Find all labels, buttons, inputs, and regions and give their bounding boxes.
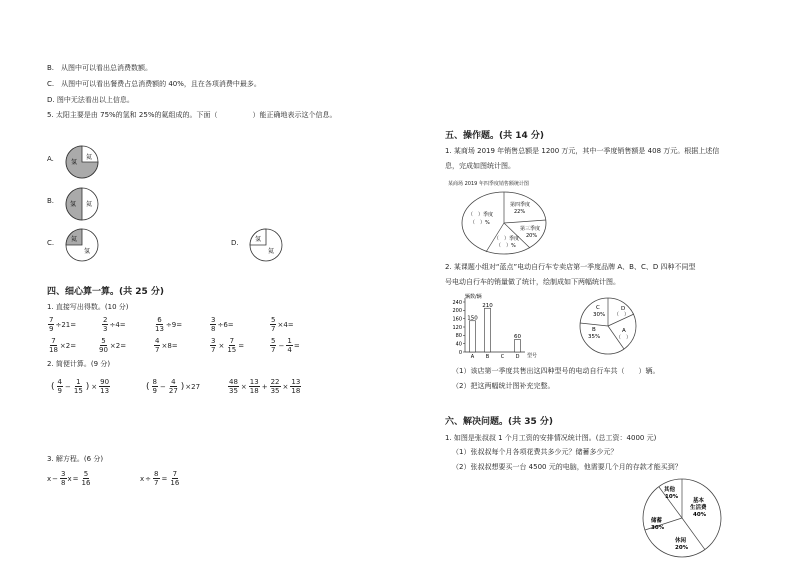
- pie3-save-p: 30%: [651, 525, 665, 531]
- problem-1-sub1: （1）张叔叔每个月各项花费共多少元？储蓄多少元？: [452, 448, 618, 456]
- calc-r2c4: $\frac{3}{7}$ × $\frac{7}{15}$ =: [211, 337, 245, 354]
- bar-chart-sales: [447, 290, 557, 360]
- bar-B: [485, 308, 491, 352]
- op-q2-sub1: （1）该店第一季度共售出这四种型号的电动自行车共（ ）辆。: [452, 367, 660, 375]
- pie-option-c: [64, 227, 100, 263]
- bar-chart-xlabel: 型号: [527, 353, 538, 359]
- question-5: 5. 太阳主要是由 75%的氢和 25%的氦组成的。下面（ ）能正确地表示这个信息。: [47, 111, 337, 119]
- op-q2-line1: 2. 某课题小组对“蓝点”电动自行车专卖店第一季度品牌 A、B、C、D 四种不同型: [445, 263, 696, 271]
- option-c: C. 从图中可以看出餐费占总消费额的 40%，且在各项消费中最多。: [47, 80, 261, 88]
- bar-D: [515, 340, 521, 353]
- pie-salary: [640, 476, 724, 560]
- bar-y-tick-label-4: 160: [452, 316, 462, 323]
- pie2-a-blank: （ ）: [616, 335, 632, 341]
- pie1-q3p: 20%: [526, 233, 538, 239]
- pie-c-h: 氢: [84, 248, 91, 255]
- simplify-3: $\frac{48}{35}$ × $\frac{13}{18}$ + $\frac{22}{35}$ × $\frac{13}{18}$: [229, 378, 301, 395]
- q5-option-a: A.: [47, 155, 54, 163]
- op-q2-sub2: （2）把这两幅统计图补充完整。: [452, 382, 555, 390]
- bar-value-label-A: 150: [467, 315, 478, 322]
- simplify-2: ( $\frac{8}{9}$ − $\frac{4}{27}$ ) ×27: [146, 378, 201, 395]
- calc-r1c4: $\frac{3}{8}$ ÷6=: [211, 316, 234, 333]
- pie1-q2p: （ ）%: [496, 243, 516, 249]
- equation-2: x ÷ $\frac{8}{7}$ = $\frac{7}{16}$: [140, 470, 180, 487]
- question-4-1: 1. 直接写出得数。(10 分): [47, 303, 129, 311]
- op-q2-line2: 号电动自行车的销量做了统计，绘制成如下两幅统计图。: [445, 278, 620, 286]
- problem-1: 1. 如图是张叔叔 1 个月工资的安排情况统计图。(总工资：4000 元): [445, 434, 657, 442]
- q5-option-b: B.: [47, 197, 55, 205]
- calc-r1c5: $\frac{5}{7}$ ×4=: [271, 316, 294, 333]
- pie-quarter-sales: [458, 190, 550, 256]
- bar-y-tick-label-6: 240: [452, 299, 462, 306]
- bar-value-label-D: 60: [514, 334, 521, 340]
- calc-r2c1: $\frac{7}{18}$ ×2=: [49, 337, 77, 354]
- pie2-b-p: 35%: [588, 334, 601, 340]
- section-4-title: 四、细心算一算。(共 25 分): [47, 287, 165, 297]
- pie-brand-share: [578, 296, 638, 356]
- pie-d-he: 氦: [268, 248, 275, 255]
- pie1-q2: （ ）季度: [494, 236, 520, 242]
- pie-option-b: [64, 186, 100, 222]
- op-q1-line2: 息，完成如图统计图。: [445, 162, 515, 170]
- pie3-save: 储蓄: [651, 518, 663, 524]
- calc-r2c5: $\frac{5}{7}$ − $\frac{1}{4}$ =: [271, 337, 300, 354]
- bar-chart-ylabel: 辆数/辆: [465, 294, 482, 300]
- pie-d-h: 氢: [255, 236, 262, 243]
- question-4-2: 2. 简便计算。(9 分): [47, 360, 111, 368]
- equation-1: x − $\frac{3}{8}$ x = $\frac{5}{16}$: [47, 470, 91, 487]
- bar-y-tick-label-5: 200: [452, 308, 462, 315]
- bar-y-tick-label-0: 0: [458, 349, 462, 356]
- pie2-c: C: [596, 305, 600, 311]
- section-6-title: 六、解决问题。(共 35 分): [445, 417, 554, 427]
- pie3-basic-1: 基本: [693, 498, 705, 504]
- option-b: B. 从图中可以看出总消费数额。: [47, 64, 153, 72]
- pie3-leisure-p: 20%: [675, 545, 689, 551]
- calc-r1c3: $\frac{6}{13}$ ÷9=: [155, 316, 183, 333]
- bar-value-label-B: 210: [482, 302, 493, 309]
- pie2-d-blank: （ ）: [614, 312, 630, 318]
- pie-b-h: 氢: [70, 201, 77, 208]
- pie1-q1p: （ ）%: [470, 220, 490, 226]
- q5-option-d: D.: [231, 239, 239, 247]
- pie3-basic-2: 生活费: [690, 505, 707, 511]
- question-4-3: 3. 解方程。(6 分): [47, 455, 104, 463]
- pie-b-he: 氦: [86, 201, 93, 208]
- problem-1-sub2: （2）张叔叔想要买一台 4500 元的电脑，他需要几个月的存款才能买到？: [452, 463, 682, 471]
- calc-r2c2: $\frac{5}{90}$ ×2=: [99, 337, 127, 354]
- pie2-d: D: [621, 306, 626, 312]
- pie3-basic-p: 40%: [693, 512, 707, 518]
- calc-r1c1: $\frac{7}{9}$ ÷21=: [49, 316, 77, 333]
- option-d: D. 图中无法看出以上信息。: [47, 96, 134, 104]
- pie3-leisure: 休闲: [675, 538, 687, 544]
- section-5-title: 五、操作题。(共 14 分): [445, 131, 545, 141]
- pie2-a: A: [622, 328, 626, 334]
- pie1-q4: 第四季度: [510, 202, 531, 208]
- op-q1-line1: 1. 某商场 2019 年销售总额是 1200 万元，其中一季度销售额是 408 万元。根据上述信: [445, 147, 720, 155]
- calc-r2c3: $\frac{4}{7}$ ×8=: [155, 337, 178, 354]
- pie1-q3: 第三季度: [520, 226, 541, 232]
- bar-A: [470, 321, 476, 352]
- bar-y-tick-label-1: 40: [455, 341, 462, 348]
- pie2-c-p: 30%: [593, 312, 606, 318]
- simplify-1: ( $\frac{4}{9}$ − $\frac{1}{15}$ ) × $\frac{90}{13}$: [51, 378, 110, 395]
- pie-a-he: 氦: [86, 154, 93, 161]
- q5-option-c: C.: [47, 239, 55, 247]
- pie1-title: 某商场 2019 年四季度销售额统计图: [448, 181, 529, 187]
- pie1-q4p: 22%: [514, 209, 526, 215]
- bar-y-tick-label-2: 80: [455, 333, 462, 340]
- bar-cat-label-C: C: [500, 354, 505, 360]
- bar-cat-label-A: A: [470, 354, 475, 360]
- pie2-b: B: [592, 327, 596, 333]
- pie3-other-p: 10%: [665, 494, 679, 500]
- pie3-other: 其他: [664, 487, 676, 493]
- pie-a-h: 氢: [71, 159, 78, 166]
- calc-r1c2: $\frac{2}{3}$ ÷4=: [103, 316, 126, 333]
- pie-option-a: [64, 144, 100, 180]
- bar-cat-label-B: B: [485, 354, 490, 360]
- pie1-q1: （ ）季度: [468, 212, 494, 218]
- bar-y-tick-label-3: 120: [452, 324, 462, 331]
- pie-c-he: 氦: [71, 236, 78, 243]
- bar-cat-label-D: D: [515, 354, 520, 360]
- pie-option-d: [248, 227, 284, 263]
